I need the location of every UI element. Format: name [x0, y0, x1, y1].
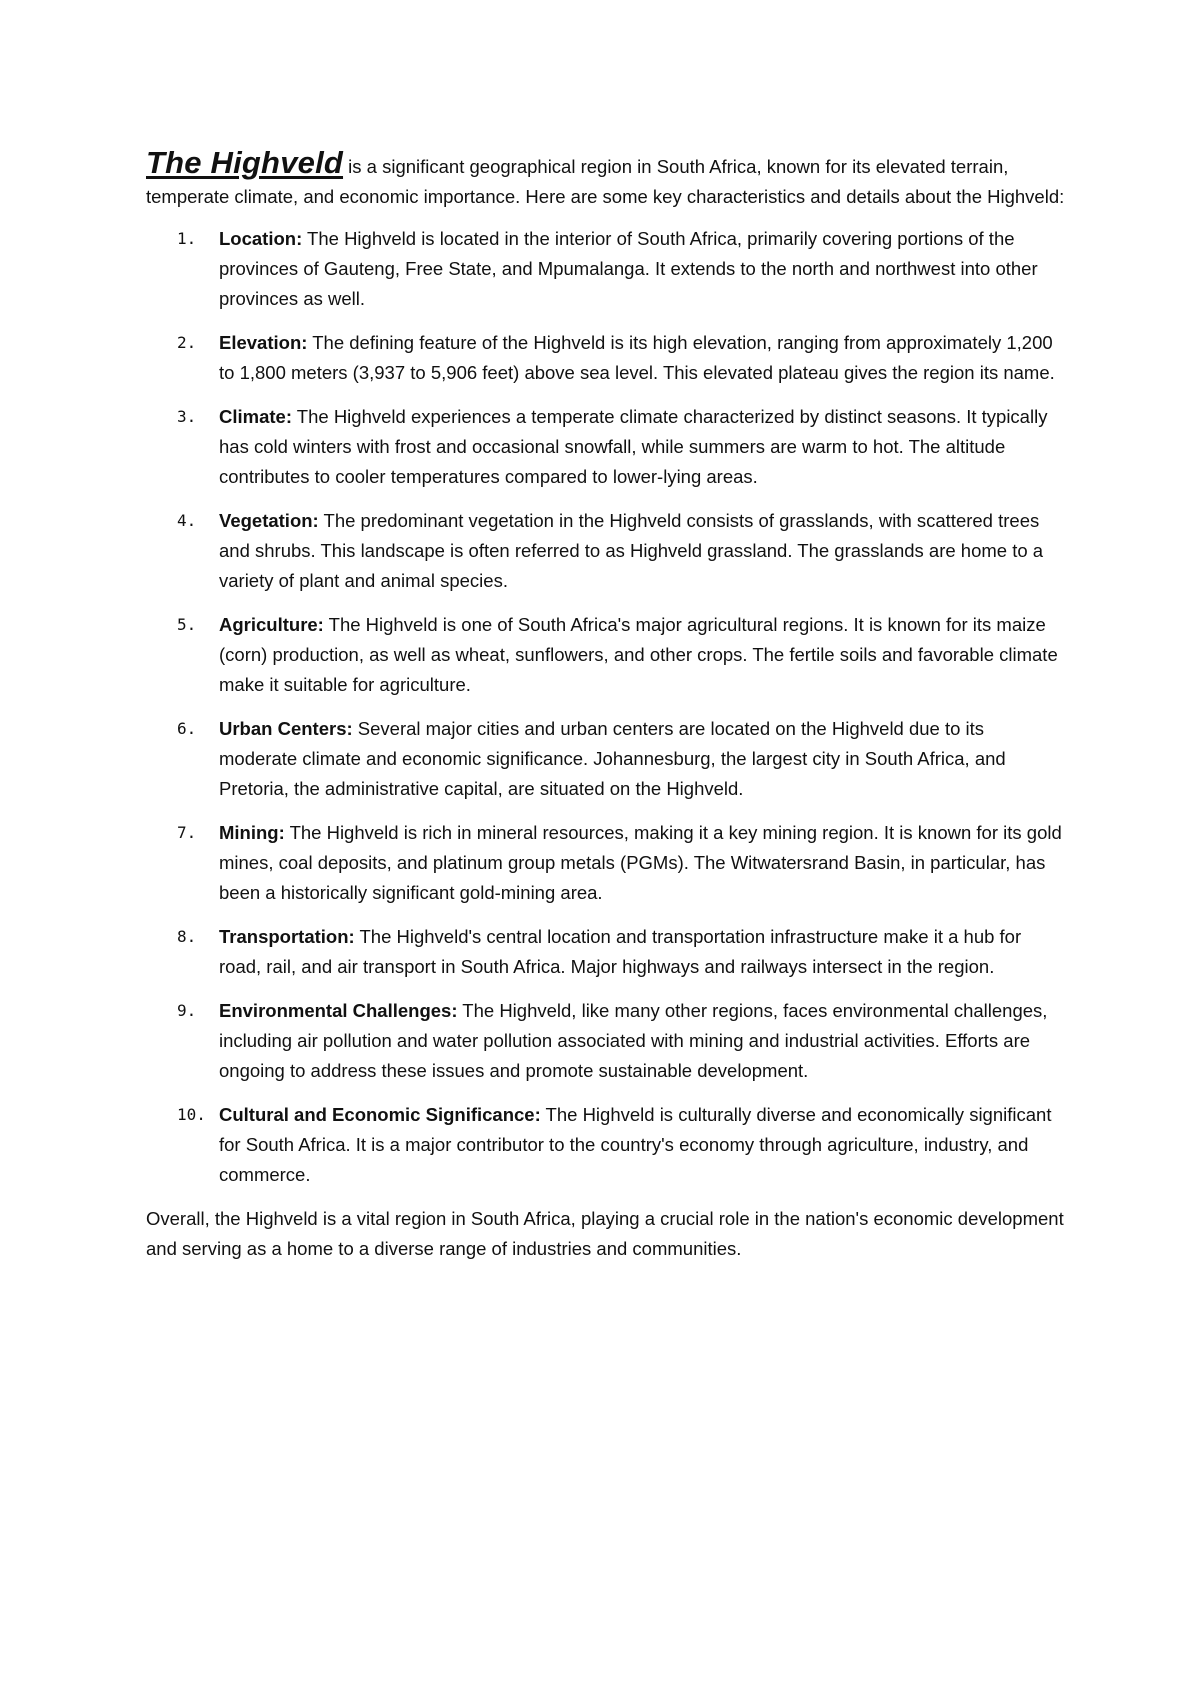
- list-item-text: Several major cities and urban centers are located on the Highveld due to its moderate climate and economic significance. Johannesburg, the largest city in South Africa, and Pretoria, the administrative capital, are situated on the Highveld.: [219, 718, 1006, 799]
- list-item-text: The Highveld is culturally diverse and economically significant for South Africa. It is a major contributor to the country's economy through agriculture, industry, and commerce.: [219, 1104, 1052, 1185]
- list-item-term: Agriculture:: [219, 614, 324, 635]
- list-item-number: 3.: [177, 407, 197, 426]
- list-item-text: The Highveld experiences a temperate climate characterized by distinct seasons. It typically has cold winters with frost and occasional snowfall, while summers are warm to hot. The altitude contributes to cooler temperatures compared to lower-lying areas.: [219, 406, 1048, 487]
- list-item-text: The predominant vegetation in the Highveld consists of grasslands, with scattered trees and shrubs. This landscape is often referred to as Highveld grassland. The grasslands are home to a variety of plant and animal species.: [219, 510, 1044, 591]
- list-item-term: Elevation:: [219, 332, 308, 353]
- list-item-text: The Highveld's central location and transportation infrastructure make it a hub for road, rail, and air transport in South Africa. Major highways and railways intersect in the region.: [219, 926, 1022, 977]
- list-item-term: Climate:: [219, 406, 292, 427]
- list-item: [146, 224, 1066, 314]
- list-item-text: The Highveld is one of South Africa's major agricultural regions. It is known for its maize (corn) production, as well as wheat, sunflowers, and other crops. The fertile soils and favorable climate make it suitable for agriculture.: [219, 614, 1058, 695]
- list-item-number: 5.: [177, 615, 197, 634]
- document-title: The Highveld: [146, 145, 344, 180]
- characteristics-list: [146, 224, 1066, 1190]
- intro-text: is a significant geographical region in South Africa, known for its elevated terrain, temperate climate, and economic importance. Here are some key characteristics and details about the Highveld:: [146, 156, 1065, 207]
- list-item: [146, 328, 1066, 388]
- intro-paragraph: [146, 145, 1066, 212]
- list-item-number: 1.: [177, 229, 197, 248]
- list-item-text: The Highveld is rich in mineral resources, making it a key mining region. It is known for its gold mines, coal deposits, and platinum group metals (PGMs). The Witwatersrand Basin, in particular, has been a historically significant gold-mining area.: [219, 822, 1062, 903]
- list-item-number: 6.: [177, 719, 197, 738]
- list-item: [146, 818, 1066, 908]
- list-item-term: Mining:: [219, 822, 285, 843]
- list-item: [146, 506, 1066, 596]
- summary-paragraph: Overall, the Highveld is a vital region in South Africa, playing a crucial role in the nation's economic development and serving as a home to a diverse range of industries and communities.: [146, 1208, 1064, 1259]
- list-item-term: Cultural and Economic Significance:: [219, 1104, 541, 1125]
- list-item-term: Location:: [219, 228, 303, 249]
- list-item-number: 9.: [177, 1001, 197, 1020]
- list-item-number: 2.: [177, 333, 197, 352]
- list-item: [146, 996, 1066, 1086]
- document-body: [146, 145, 1066, 1264]
- list-item-term: Urban Centers:: [219, 718, 353, 739]
- list-item: [146, 402, 1066, 492]
- list-item-term: Transportation:: [219, 926, 355, 947]
- list-item-number: 10.: [177, 1105, 206, 1124]
- list-item-term: Vegetation:: [219, 510, 319, 531]
- list-item-text: The defining feature of the Highveld is its high elevation, ranging from approximately 1,200 to 1,800 meters (3,937 to 5,906 feet) above sea level. This elevated plateau gives the region its name.: [219, 332, 1055, 383]
- list-item-text: The Highveld is located in the interior of South Africa, primarily covering portions of the provinces of Gauteng, Free State, and Mpumalanga. It extends to the north and northwest into other provinces as well.: [219, 228, 1038, 309]
- list-item-number: 8.: [177, 927, 197, 946]
- list-item: [146, 714, 1066, 804]
- list-item-number: 4.: [177, 511, 197, 530]
- list-item: [146, 610, 1066, 700]
- list-item-number: 7.: [177, 823, 197, 842]
- list-item: [146, 922, 1066, 982]
- list-item-text: The Highveld, like many other regions, faces environmental challenges, including air pollution and water pollution associated with mining and industrial activities. Efforts are ongoing to address these issues and promote sustainable development.: [219, 1000, 1048, 1081]
- list-item-term: Environmental Challenges:: [219, 1000, 458, 1021]
- list-item: [146, 1100, 1066, 1190]
